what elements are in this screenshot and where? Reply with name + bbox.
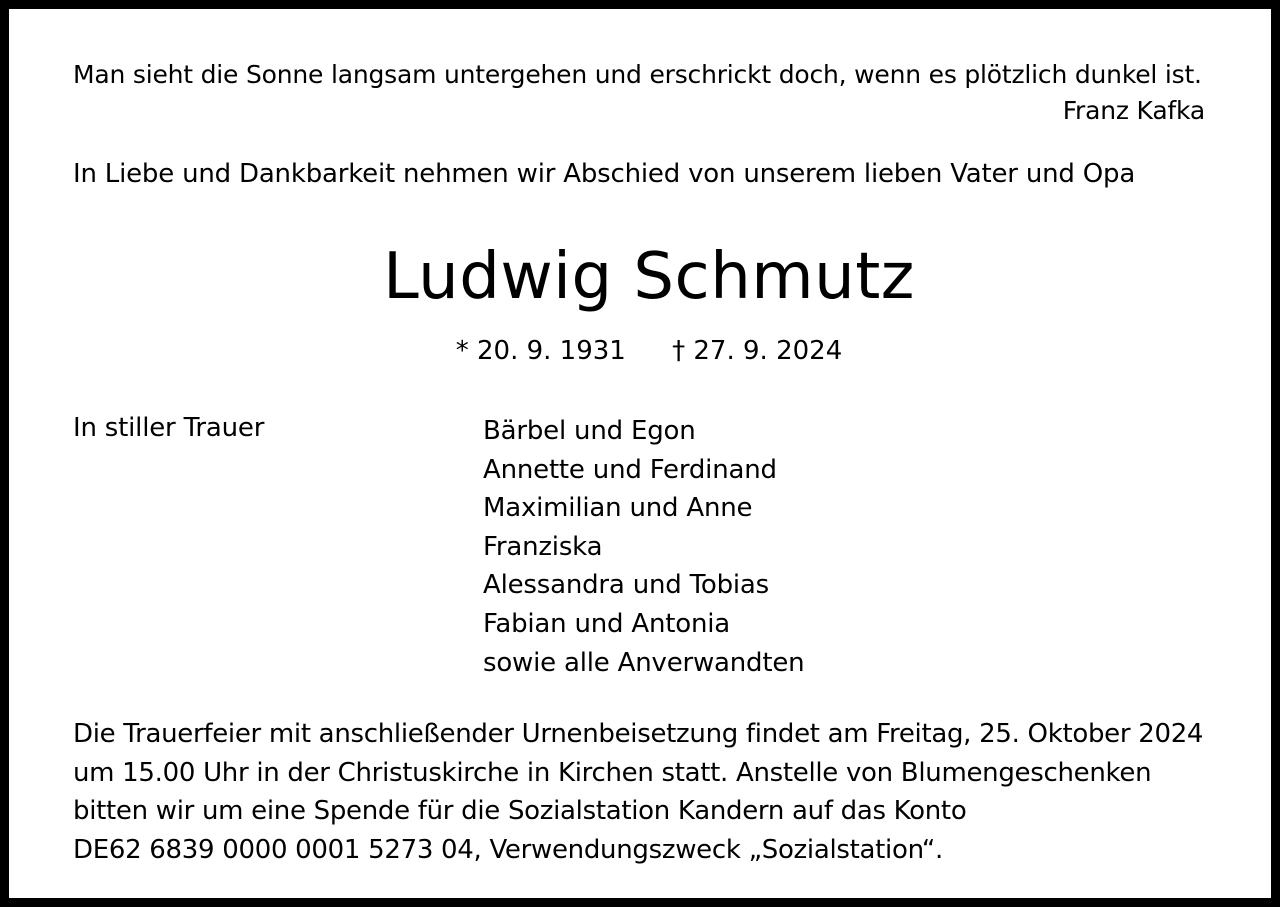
funeral-details: [73, 715, 1233, 869]
relative-item: Annette und Ferdinand: [483, 454, 777, 485]
deceased-name: Ludwig Schmutz: [383, 240, 915, 314]
mourning-label: In stiller Trauer: [73, 413, 265, 443]
death-date: † 27. 9. 2024: [672, 336, 843, 366]
quote-author: Franz Kafka: [1062, 96, 1205, 125]
life-dates: [9, 335, 1280, 367]
intro-text: In Liebe und Dankbarkeit nehmen wir Abschied von unserem lieben Vater und Opa: [73, 159, 1136, 189]
quote-text: Man sieht die Sonne langsam untergehen und erschrickt doch, wenn es plötzlich dunkel ist.: [73, 60, 1202, 89]
funeral-line: Die Trauerfeier mit anschließender Urnenbeisetzung findet am Freitag, 25. Oktober 2024: [73, 719, 1204, 749]
relative-item: Bärbel und Egon: [483, 416, 696, 446]
funeral-line: um 15.00 Uhr in der Christuskirche in Kirchen statt. Anstelle von Blumengeschenken: [73, 757, 1152, 788]
relatives-list: [483, 412, 804, 682]
relative-item: Fabian und Antonia: [483, 608, 731, 639]
relative-item: sowie alle Anverwandten: [483, 647, 805, 678]
relative-item: Maximilian und Anne: [483, 493, 753, 524]
relative-item: Alessandra und Tobias: [483, 570, 770, 601]
funeral-line: bitten wir um eine Spende für die Sozialstation Kandern auf das Konto: [73, 796, 967, 827]
funeral-line: DE62 6839 0000 0001 5273 04, Verwendungszweck „Sozialstation“.: [73, 834, 943, 865]
birth-date: * 20. 9. 1931: [455, 336, 626, 366]
relative-item: Franziska: [483, 531, 603, 562]
